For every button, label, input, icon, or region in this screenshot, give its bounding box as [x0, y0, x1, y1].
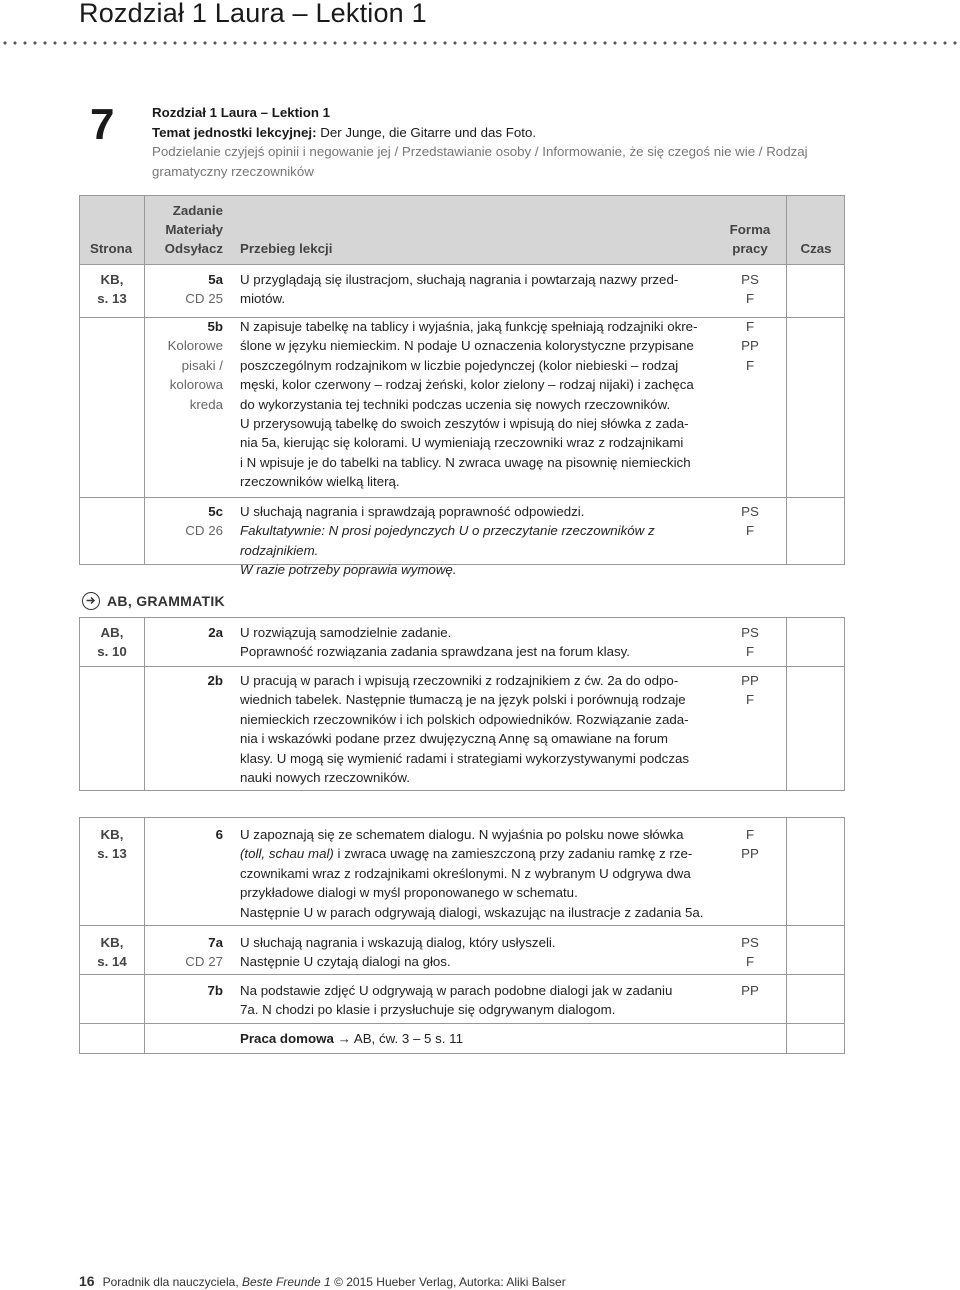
zadanie-cell: 6 [215, 827, 223, 842]
zadanie-cell: 7b [207, 983, 223, 998]
strona-cell: KB, s. 13 [97, 827, 127, 862]
zadanie-cell: 5a CD 25 [185, 272, 223, 307]
przebieg-cell: U pracują w parach i wpisują rzeczowniki z rodzajnikiem z ćw. 2a do odpo- wiednich tabelek. Następnie tłumaczą je na język polski i porównują rodzaje niemieckich rzeczowników i ich polskich odpowiedników. Rozwiązanie zada- nia i wskazówki podane przez dwujęzyczną Annę są omawiane na forum klasy. U mogą się wymienić radami i strategiami wykorzystywanymi podczas nauki nowych rzeczowników. [240, 673, 690, 786]
zadanie-cell: 2b [207, 673, 223, 688]
lesson-number: 7 [90, 100, 115, 149]
page-footer: 16 Poradnik dla nauczyciela, Beste Freunde 1 © 2015 Hueber Verlag, Autorka: Aliki Balser [79, 1273, 566, 1289]
dotted-divider [0, 38, 960, 48]
table-header [80, 196, 844, 265]
przebieg-cell: U słuchają nagrania i wskazują dialog, który usłyszeli. Następnie U czytają dialogi na głos. [240, 935, 556, 970]
przebieg-cell: Na podstawie zdjęć U odgrywają w parach podobne dialogi jak w zadaniu 7a. N chodzi po klasie i przysłuchuje się odgrywanym dialogom. [240, 983, 673, 1018]
forma-cell: F PP F [741, 319, 759, 373]
przebieg-cell: U przyglądają się ilustracjom, słuchają nagrania i powtarzają nazwy przed- miotów. [240, 272, 679, 307]
strona-cell: AB, s. 10 [97, 625, 127, 660]
col-divider [144, 818, 145, 1053]
lesson-intro [152, 103, 872, 181]
row-divider [80, 1023, 844, 1024]
col-header-czas: Czas [800, 241, 832, 256]
zadanie-cell: 2a [208, 625, 223, 640]
strona-cell: KB, s. 14 [97, 935, 127, 970]
lesson-table-2 [79, 617, 845, 791]
przebieg-cell: U zapoznają się ze schematem dialogu. N wyjaśnia po polsku nowe słówka (toll, schau mal) i zwraca uwagę na zamieszczoną przy zadaniu ramkę z rze- czownikami wraz z rodzajnikami określonymi. N z wybranym U odgrywa dwa przykładowe dialogi w myśl proponowanego w schematu. Następnie U w parach odgrywają dialogi, wskazując na ilustracje z zadania 5a. [240, 827, 704, 920]
zadanie-cell: 5c CD 26 [185, 504, 223, 539]
forma-cell: PS F [741, 272, 759, 307]
forma-cell: PP [741, 983, 759, 998]
forma-cell: PS F [741, 504, 759, 539]
arrow-right-icon: → [337, 1031, 351, 1046]
forma-cell: PS F [741, 625, 759, 660]
lesson-topic: Temat jednostki lekcyjnej: Der Junge, die Gitarre und das Foto. [152, 124, 537, 140]
col-divider [144, 618, 145, 790]
row-divider [80, 974, 844, 975]
col-header-strona: Strona [90, 241, 133, 256]
zadanie-cell: 5b Kolorowe pisaki / kolorowa kreda [167, 319, 223, 412]
przebieg-cell: N zapisuje tabelkę na tablicy i wyjaśnia, jaką funkcję spełniają rodzajniki okre- ślone w języku niemieckim. N podaje U oznaczenia kolorystyczne przypisane poszczególnym rodzajnikom w liczbie pojedynczej (kolor niebieski – rodzaj męski, kolor czerwony – rodzaj żeński, kolor zielony – rodzaj nijaki) i zachęca do wykorzystania tej techniki podczas uczenia się nowych rzeczowników. U przerysowują tabelkę do swoich zeszytów i wpisują do niej słówka z zada- nia 5a, kierując się kolorami. U wymieniają rzeczowniki wraz z rodzajnikami i N wpisuje je do tabelki na tablicy. N zwraca uwagę na pisownię niemieckich rzeczowników wielką literą. [240, 319, 698, 490]
lesson-table-1 [79, 195, 845, 578]
col-divider [786, 196, 787, 564]
page-title: Rozdział 1 Laura – Lektion 1 [79, 0, 427, 28]
col-divider [786, 618, 787, 790]
przebieg-cell: U rozwiązują samodzielnie zadanie. Poprawność rozwiązania zadania sprawdzana jest na forum klasy. [240, 625, 630, 660]
col-header-zadanie: Zadanie Materiały Odsyłacz [164, 203, 223, 256]
col-divider [786, 818, 787, 1053]
lesson-table-3 [79, 817, 845, 1054]
forma-cell: PS F [741, 935, 759, 970]
row-divider [80, 497, 844, 498]
col-header-forma: Forma pracy [729, 222, 771, 256]
col-header-przebieg: Przebieg lekcji [240, 241, 333, 256]
arrow-circle-icon [82, 592, 100, 610]
forma-cell: PP F [741, 673, 759, 708]
homework-line: Praca domowa → AB, ćw. 3 – 5 s. 11 [240, 1031, 463, 1046]
przebieg-cell: U słuchają nagrania i sprawdzają poprawność odpowiedzi. Fakultatywnie: N prosi pojedynczych U o przeczytanie rzeczowników z rodzajnikiem. W razie potrzeby poprawia wymowę. [240, 504, 655, 578]
row-divider [80, 925, 844, 926]
zadanie-cell: 7a CD 27 [185, 935, 223, 970]
page-number: 16 [79, 1273, 95, 1289]
strona-cell: KB, s. 13 [97, 272, 127, 307]
lesson-chapter: Rozdział 1 Laura – Lektion 1 [152, 105, 331, 120]
row-divider [80, 666, 844, 667]
lesson-goals: Podzielanie czyjejś opinii i negowanie jej / Przedstawianie osoby / Informowanie, że się czegoś nie wie / Rodzaj gramatyczny rzeczowników [152, 144, 808, 179]
forma-cell: F PP [741, 827, 759, 862]
col-divider [144, 196, 145, 564]
